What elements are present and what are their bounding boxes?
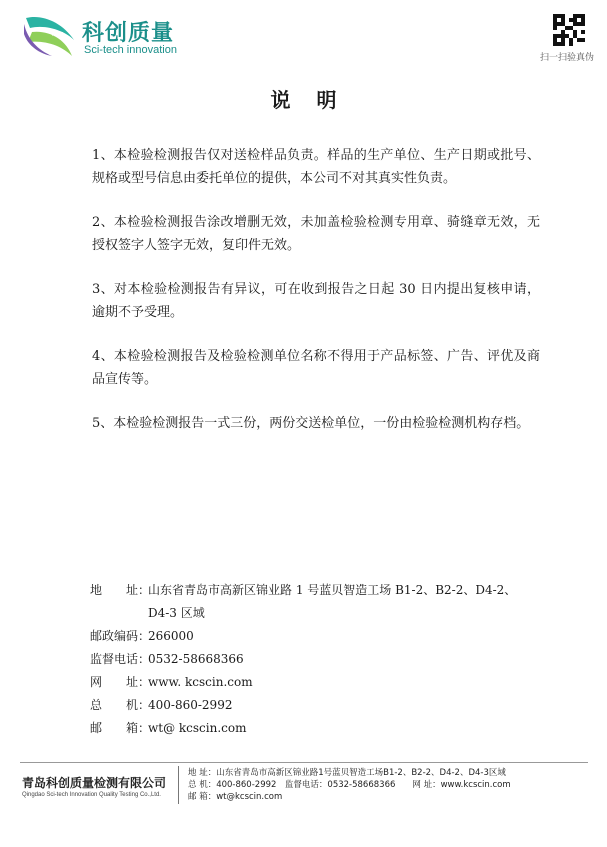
note-item: 4、本检验检测报告及检验检测单位名称不得用于产品标签、广告、评优及商品宣传等。	[92, 349, 540, 387]
page-title: 说明	[270, 88, 363, 112]
logo-chinese-name: 科创质量	[82, 21, 175, 46]
email-link[interactable]: wt@ kcscin.com	[148, 721, 247, 735]
kczl-logo-icon	[22, 12, 80, 58]
note-item: 3、对本检验检测报告有异议，可在收到报告之日起 30 日内提出复核申请，逾期不予受理。	[92, 282, 540, 320]
footer-contact	[188, 767, 588, 803]
svg-text:KCZL: KCZL	[52, 32, 65, 38]
contact-info	[90, 579, 530, 740]
hotline-value: 400-860-2992	[148, 698, 233, 712]
footer-company-english: Qingdao Sci-tech Innovation Quality Testing Co.,Ltd.	[22, 792, 161, 798]
supervision-value: 0532-58668366	[148, 652, 244, 666]
footer-company-name: 青岛科创质量检测有限公司	[22, 776, 167, 790]
logo-english-name: Sci-tech innovation	[84, 44, 177, 56]
footer-divider-line	[20, 762, 588, 763]
footer-address: 地 址：山东省青岛市高新区锦业路1号蓝贝智造工场B1-2、B2-2、D4-2、D4-3区域	[188, 768, 506, 778]
notes-list	[92, 144, 540, 456]
footer-vertical-divider	[178, 766, 179, 804]
footer-email: 邮 箱：wt@kcscin.com	[188, 792, 283, 802]
address-label: 地 址：	[90, 583, 151, 597]
website-link[interactable]: www. kcscin.com	[148, 675, 253, 689]
seal-stamp	[574, 175, 607, 285]
qr-code-icon[interactable]	[553, 14, 585, 46]
contact-postcode	[90, 625, 530, 648]
postcode-label: 邮政编码：	[90, 629, 151, 643]
contact-address	[90, 579, 530, 625]
website-label: 网 址：	[90, 675, 151, 689]
note-item: 5、本检验检测报告一式三份，两份交送检单位，一份由检验检测机构存档。	[92, 416, 530, 431]
contact-hotline	[90, 694, 530, 717]
contact-supervision	[90, 648, 530, 671]
email-label: 邮 箱：	[90, 721, 151, 735]
postcode-value: 266000	[148, 629, 194, 643]
footer-phones: 总 机：400-860-2992 监督电话：0532-58668366 网 址：www.kcscin.com	[188, 780, 511, 790]
company-logo	[22, 12, 177, 60]
qr-caption: 扫一扫验真伪	[540, 53, 595, 63]
contact-website	[90, 671, 530, 694]
note-item: 2、本检验检测报告涂改增删无效，未加盖检验检测专用章、骑缝章无效，无授权签字人签字无效，复印件无效。	[92, 215, 540, 253]
note-item: 1、本检验检测报告仅对送检样品负责。样品的生产单位、生产日期或批号、规格或型号信息由委托单位的提供，本公司不对其真实性负责。	[92, 148, 540, 186]
address-value: 山东省青岛市高新区锦业路 1 号蓝贝智造工场 B1-2、B2-2、D4-2、D4-3 区域	[148, 583, 517, 620]
hotline-label: 总 机：	[90, 698, 151, 712]
contact-email	[90, 717, 530, 740]
supervision-label: 监督电话：	[90, 652, 151, 666]
